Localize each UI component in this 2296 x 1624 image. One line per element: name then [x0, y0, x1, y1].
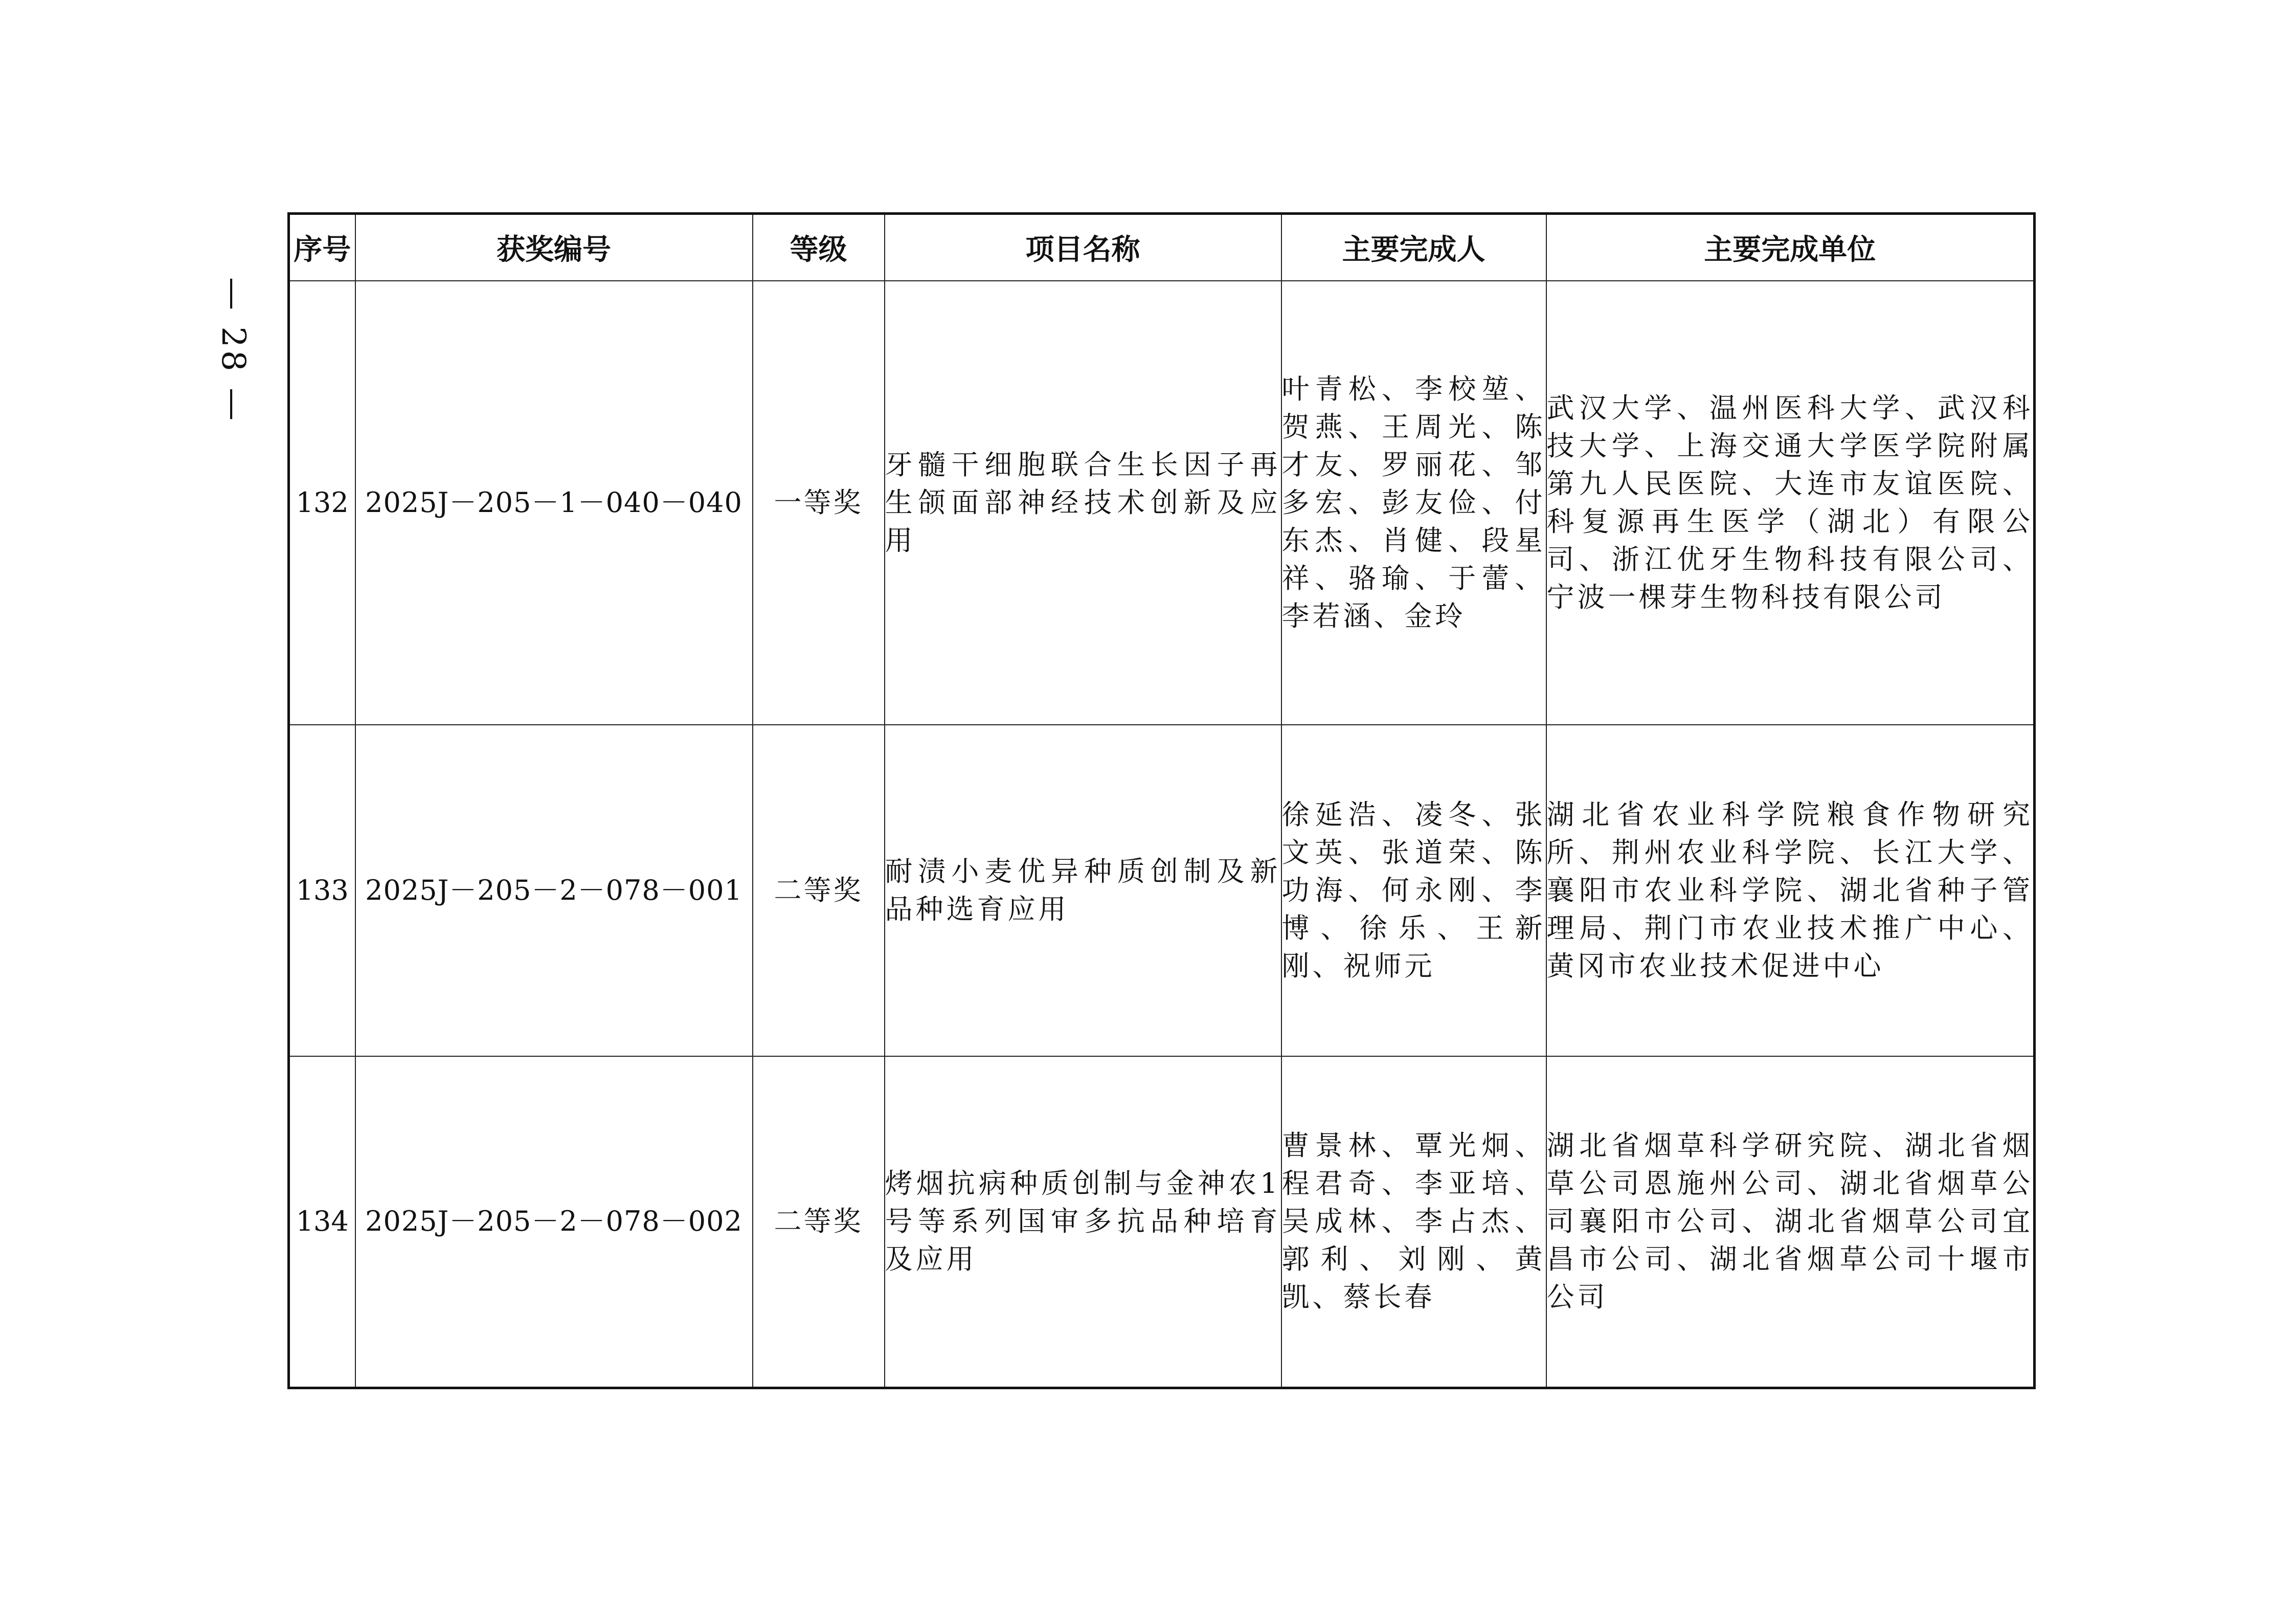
table-row	[289, 1056, 2035, 1388]
table-row	[289, 281, 2035, 725]
cell-main-units: 湖北省农业科学院粮食作物研究所、荆州农业科学院、长江大学、襄阳市农业科学院、湖北省种子管理局、荆门市农业技术推广中心、黄冈市农业技术促进中心	[1546, 725, 2035, 1056]
header-row	[289, 214, 2035, 281]
cell-seq: 134	[289, 1056, 355, 1388]
cell-main-units: 湖北省烟草科学研究院、湖北省烟草公司恩施州公司、湖北省烟草公司襄阳市公司、湖北省烟草公司宜昌市公司、湖北省烟草公司十堰市公司	[1546, 1056, 2035, 1388]
header-award-code: 获奖编号	[355, 214, 753, 281]
cell-award-code: 2025J－205－1－040－040	[355, 281, 753, 725]
cell-main-units: 武汉大学、温州医科大学、武汉科技大学、上海交通大学医学院附属第九人民医院、大连市友谊医院、科复源再生医学（湖北）有限公司、浙江优牙生物科技有限公司、宁波一棵芽生物科技有限公司	[1546, 281, 2035, 725]
page-number-text: — 28 —	[214, 277, 252, 424]
header-seq: 序号	[289, 214, 355, 281]
cell-main-contributors: 徐延浩、凌冬、张文英、张道荣、陈功海、何永刚、李博、徐乐、王新刚、祝师元	[1281, 725, 1546, 1056]
cell-award-code: 2025J－205－2－078－001	[355, 725, 753, 1056]
header-main-contributors: 主要完成人	[1281, 214, 1546, 281]
header-main-units: 主要完成单位	[1546, 214, 2035, 281]
cell-project-name: 牙髓干细胞联合生长因子再生颌面部神经技术创新及应用	[885, 281, 1281, 725]
cell-project-name: 耐渍小麦优异种质创制及新品种选育应用	[885, 725, 1281, 1056]
cell-seq: 133	[289, 725, 355, 1056]
page-number	[197, 258, 269, 442]
cell-grade: 二等奖	[753, 725, 885, 1056]
table-body	[289, 281, 2035, 1388]
cell-grade: 一等奖	[753, 281, 885, 725]
cell-seq: 132	[289, 281, 355, 725]
header-project-name: 项目名称	[885, 214, 1281, 281]
header-grade: 等级	[753, 214, 885, 281]
awards-table	[287, 212, 2036, 1389]
cell-award-code: 2025J－205－2－078－002	[355, 1056, 753, 1388]
cell-main-contributors: 曹景林、覃光炯、程君奇、李亚培、吴成林、李占杰、郭利、刘刚、黄凯、蔡长春	[1281, 1056, 1546, 1388]
cell-main-contributors: 叶青松、李校堃、贺燕、王周光、陈才友、罗丽花、邹多宏、彭友俭、付东杰、肖健、段星祥、骆瑜、于蕾、李若涵、金玲	[1281, 281, 1546, 725]
cell-project-name: 烤烟抗病种质创制与金神农1号等系列国审多抗品种培育及应用	[885, 1056, 1281, 1388]
table-row	[289, 725, 2035, 1056]
cell-grade: 二等奖	[753, 1056, 885, 1388]
table-header	[289, 214, 2035, 281]
